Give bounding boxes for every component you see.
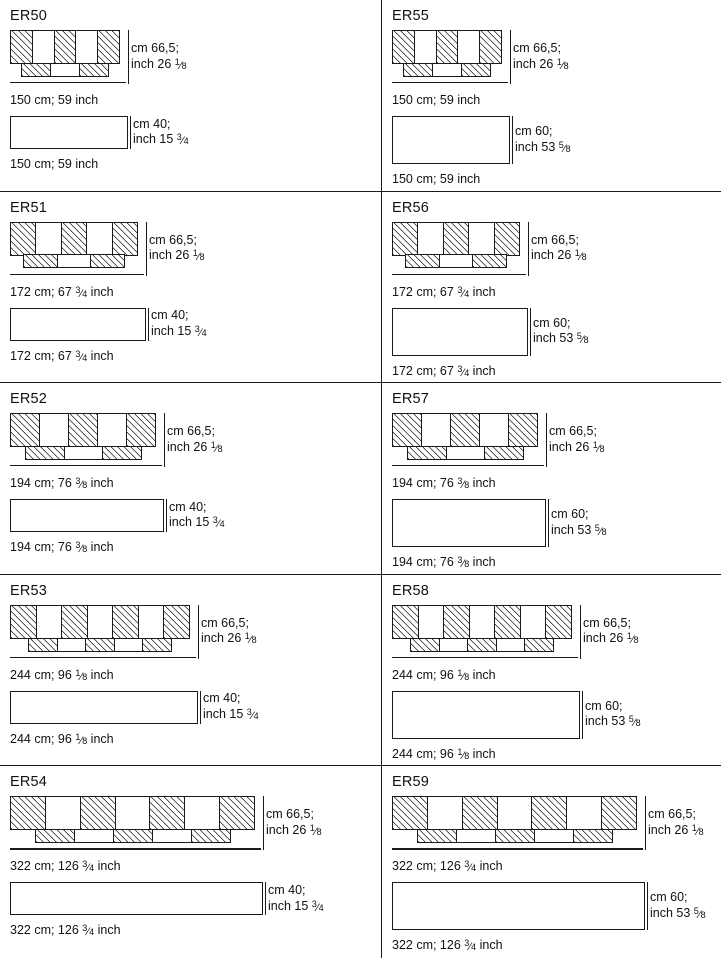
sofa-width-caption: 172 cm; 67 $^3$⁄4 inch bbox=[392, 284, 496, 300]
sofa-height-er52-dimension-line bbox=[164, 413, 165, 467]
sofa-figure-block bbox=[392, 30, 711, 107]
sofa-seat bbox=[403, 63, 491, 77]
sofa-er51-drawing bbox=[10, 222, 138, 276]
sofa-seat bbox=[35, 829, 231, 843]
seat-panel bbox=[51, 64, 80, 76]
ground-line bbox=[392, 848, 643, 849]
seat-panel bbox=[496, 830, 535, 842]
sofa-width-caption: 322 cm; 126 $^3$⁄4 inch bbox=[392, 859, 503, 875]
sofa-figure-block bbox=[392, 605, 711, 683]
base-depth-er54-dimension-line bbox=[265, 882, 266, 915]
backrest-panel bbox=[55, 31, 77, 63]
backrest-panel bbox=[393, 223, 418, 255]
seat-panel bbox=[462, 64, 490, 76]
product-cell-er50 bbox=[0, 0, 382, 192]
seat-panel bbox=[404, 64, 433, 76]
base-er59-drawing bbox=[392, 882, 645, 930]
backrest-panel bbox=[139, 606, 165, 638]
backrest-panel bbox=[437, 31, 459, 63]
seat-panel bbox=[457, 830, 496, 842]
sofa-er54-drawing bbox=[10, 796, 255, 850]
backrest-panel bbox=[69, 414, 98, 446]
product-code: ER52 bbox=[10, 391, 48, 408]
sofa-height-er59-dimension-line bbox=[645, 796, 646, 850]
seat-panel bbox=[75, 830, 114, 842]
base-depth-er59-dimension-text: cm 60; inch 53 $^5$⁄8 bbox=[650, 890, 706, 922]
backrest-panel bbox=[418, 223, 443, 255]
sofa-height-er57-dimension-line bbox=[546, 413, 547, 467]
backrest-panel bbox=[164, 606, 189, 638]
sofa-height-er54-dimension-text: cm 66,5; inch 26 $^1$⁄8 bbox=[266, 807, 322, 839]
product-cell-er57 bbox=[382, 383, 721, 575]
base-figure-block bbox=[392, 116, 711, 188]
sofa-backrest bbox=[392, 222, 520, 256]
backrest-panel bbox=[11, 414, 40, 446]
seat-panel bbox=[114, 830, 153, 842]
backrest-panel bbox=[62, 606, 88, 638]
base-depth-er55-dimension-text: cm 60; inch 53 $^5$⁄8 bbox=[515, 124, 571, 155]
sofa-backrest bbox=[10, 222, 138, 256]
sofa-height-er58-dimension-line bbox=[580, 605, 581, 659]
sofa-er53-drawing bbox=[10, 605, 190, 659]
base-er58-drawing bbox=[392, 691, 580, 739]
base-er51-drawing bbox=[10, 308, 146, 341]
base-width-caption: 322 cm; 126 $^3$⁄4 inch bbox=[10, 923, 121, 939]
seat-panel bbox=[86, 639, 115, 651]
seat-panel bbox=[65, 447, 104, 459]
base-depth-er50-dimension-text: cm 40; inch 15 $^3$⁄4 bbox=[133, 116, 189, 148]
backrest-panel bbox=[98, 414, 127, 446]
seat-panel bbox=[153, 830, 192, 842]
base-depth-er57-dimension-text: cm 60; inch 53 $^5$⁄8 bbox=[551, 507, 607, 538]
base-width-caption: 172 cm; 67 $^3$⁄4 inch bbox=[10, 348, 114, 364]
base-figure-block bbox=[392, 499, 711, 571]
seat-panel bbox=[29, 639, 58, 651]
sofa-figure-block bbox=[392, 796, 711, 875]
seat-panel bbox=[103, 447, 141, 459]
base-depth-er57-dimension-line bbox=[548, 499, 549, 547]
sofa-seat bbox=[410, 638, 554, 652]
backrest-panel bbox=[81, 797, 116, 829]
sofa-seat bbox=[23, 254, 125, 268]
backrest-panel bbox=[451, 414, 480, 446]
sofa-backrest bbox=[10, 796, 255, 830]
product-cell-er54 bbox=[0, 766, 382, 958]
seat-panel bbox=[433, 64, 462, 76]
base-depth-er56-dimension-text: cm 60; inch 53 $^5$⁄8 bbox=[533, 315, 589, 347]
product-code: ER53 bbox=[10, 582, 48, 599]
base-er50-drawing bbox=[10, 116, 128, 149]
backrest-panel bbox=[62, 223, 87, 255]
sofa-backrest bbox=[392, 30, 502, 64]
sofa-height-er58-dimension-text: cm 66,5; inch 26 $^1$⁄8 bbox=[583, 615, 639, 647]
ground-line bbox=[10, 848, 261, 849]
sofa-height-er57-dimension-text: cm 66,5; inch 26 $^1$⁄8 bbox=[549, 424, 605, 455]
sofa-backrest bbox=[392, 605, 572, 639]
backrest-panel bbox=[480, 31, 501, 63]
base-depth-er50-dimension-line bbox=[130, 116, 131, 149]
backrest-panel bbox=[37, 606, 63, 638]
ground-line bbox=[10, 465, 162, 466]
sofa-seat bbox=[28, 638, 172, 652]
backrest-panel bbox=[220, 797, 254, 829]
sofa-height-er50-dimension-line bbox=[128, 30, 129, 84]
seat-panel bbox=[115, 639, 144, 651]
base-er55-drawing bbox=[392, 116, 510, 164]
base-depth-er58-dimension-text: cm 60; inch 53 $^5$⁄8 bbox=[585, 698, 641, 730]
sofa-er56-drawing bbox=[392, 222, 520, 276]
backrest-panel bbox=[415, 31, 437, 63]
sofa-er52-drawing bbox=[10, 413, 156, 467]
base-width-caption: 194 cm; 76 $^3$⁄8 inch bbox=[10, 540, 114, 556]
sofa-figure-block bbox=[10, 413, 371, 492]
base-er53-drawing bbox=[10, 691, 198, 724]
backrest-panel bbox=[495, 223, 519, 255]
backrest-panel bbox=[33, 31, 55, 63]
ground-line bbox=[392, 657, 578, 658]
sofa-seat bbox=[25, 446, 142, 460]
product-code: ER56 bbox=[392, 199, 430, 216]
backrest-panel bbox=[11, 606, 37, 638]
seat-panel bbox=[485, 447, 523, 459]
base-depth-er51-dimension-line bbox=[148, 308, 149, 341]
sofa-height-er52-dimension-text: cm 66,5; inch 26 $^1$⁄8 bbox=[167, 424, 223, 455]
base-depth-er55-dimension-line bbox=[512, 116, 513, 164]
backrest-panel bbox=[444, 223, 469, 255]
seat-panel bbox=[143, 639, 171, 651]
product-cell-er59 bbox=[382, 766, 721, 958]
sofa-er59-drawing bbox=[392, 796, 637, 850]
backrest-panel bbox=[393, 414, 422, 446]
seat-panel bbox=[58, 255, 92, 267]
sofa-width-caption: 322 cm; 126 $^3$⁄4 inch bbox=[10, 859, 121, 875]
product-code: ER58 bbox=[392, 582, 430, 599]
backrest-panel bbox=[458, 31, 480, 63]
base-figure-block bbox=[10, 882, 371, 939]
sofa-figure-block bbox=[10, 30, 371, 107]
sofa-width-caption: 150 cm; 59 inch bbox=[392, 93, 481, 107]
sofa-er55-drawing bbox=[392, 30, 502, 84]
sofa-height-er54-dimension-line bbox=[263, 796, 264, 850]
backrest-panel bbox=[393, 797, 428, 829]
seat-panel bbox=[91, 255, 124, 267]
product-code: ER54 bbox=[10, 774, 48, 791]
base-figure-block bbox=[392, 691, 711, 763]
product-cell-er55 bbox=[382, 0, 721, 192]
backrest-panel bbox=[36, 223, 61, 255]
base-er54-drawing bbox=[10, 882, 263, 915]
backrest-panel bbox=[393, 606, 419, 638]
sofa-height-er56-dimension-line bbox=[528, 222, 529, 276]
base-er52-drawing bbox=[10, 499, 164, 532]
backrest-panel bbox=[419, 606, 445, 638]
seat-panel bbox=[36, 830, 75, 842]
backrest-panel bbox=[76, 31, 98, 63]
base-width-caption: 244 cm; 96 $^1$⁄8 inch bbox=[10, 731, 114, 747]
sofa-figure-block bbox=[10, 796, 371, 875]
ground-line bbox=[10, 657, 196, 658]
base-figure-block bbox=[392, 882, 711, 954]
sofa-width-caption: 150 cm; 59 inch bbox=[10, 93, 99, 107]
sofa-backrest bbox=[10, 605, 190, 639]
product-code: ER51 bbox=[10, 199, 48, 216]
seat-panel bbox=[58, 639, 87, 651]
base-width-caption: 150 cm; 59 inch bbox=[392, 172, 481, 186]
backrest-panel bbox=[127, 414, 155, 446]
sofa-width-caption: 244 cm; 96 $^1$⁄8 inch bbox=[392, 667, 496, 683]
ground-line bbox=[10, 274, 144, 275]
base-figure-block bbox=[10, 499, 371, 556]
base-figure-block bbox=[392, 308, 711, 380]
sofa-backrest bbox=[10, 413, 156, 447]
backrest-panel bbox=[532, 797, 567, 829]
backrest-panel bbox=[98, 31, 119, 63]
sofa-height-er53-dimension-line bbox=[198, 605, 199, 659]
product-cell-er52 bbox=[0, 383, 382, 575]
backrest-panel bbox=[422, 414, 451, 446]
base-figure-block bbox=[10, 691, 371, 748]
base-width-caption: 172 cm; 67 $^3$⁄4 inch bbox=[392, 363, 496, 379]
sofa-width-caption: 194 cm; 76 $^3$⁄8 inch bbox=[392, 476, 496, 492]
product-code: ER57 bbox=[392, 391, 430, 408]
backrest-panel bbox=[480, 414, 509, 446]
ground-line bbox=[392, 274, 526, 275]
sofa-height-er55-dimension-line bbox=[510, 30, 511, 84]
backrest-panel bbox=[46, 797, 81, 829]
backrest-panel bbox=[509, 414, 537, 446]
product-cell-er58 bbox=[382, 575, 721, 767]
seat-panel bbox=[406, 255, 440, 267]
base-er56-drawing bbox=[392, 308, 528, 356]
backrest-panel bbox=[602, 797, 636, 829]
seat-panel bbox=[80, 64, 108, 76]
sofa-figure-block bbox=[10, 222, 371, 300]
seat-panel bbox=[535, 830, 574, 842]
product-code: ER55 bbox=[392, 8, 430, 24]
seat-panel bbox=[473, 255, 506, 267]
base-depth-er54-dimension-text: cm 40; inch 15 $^3$⁄4 bbox=[268, 882, 324, 914]
backrest-panel bbox=[116, 797, 151, 829]
base-depth-er52-dimension-text: cm 40; inch 15 $^3$⁄4 bbox=[169, 499, 225, 531]
seat-panel bbox=[440, 639, 469, 651]
seat-panel bbox=[411, 639, 440, 651]
base-depth-er53-dimension-line bbox=[200, 691, 201, 724]
sofa-width-caption: 172 cm; 67 $^3$⁄4 inch bbox=[10, 284, 114, 300]
ground-line bbox=[10, 82, 126, 83]
backrest-panel bbox=[185, 797, 220, 829]
sofa-height-er51-dimension-line bbox=[146, 222, 147, 276]
backrest-panel bbox=[546, 606, 571, 638]
sofa-figure-block bbox=[10, 605, 371, 683]
sofa-backrest bbox=[392, 413, 538, 447]
backrest-panel bbox=[470, 606, 496, 638]
base-figure-block bbox=[10, 308, 371, 365]
backrest-panel bbox=[463, 797, 498, 829]
base-width-caption: 244 cm; 96 $^1$⁄8 inch bbox=[392, 746, 496, 762]
backrest-panel bbox=[428, 797, 463, 829]
backrest-panel bbox=[11, 797, 46, 829]
ground-line bbox=[392, 82, 508, 83]
seat-panel bbox=[447, 447, 486, 459]
seat-panel bbox=[574, 830, 612, 842]
backrest-panel bbox=[87, 223, 112, 255]
seat-panel bbox=[418, 830, 457, 842]
backrest-panel bbox=[444, 606, 470, 638]
backrest-panel bbox=[11, 223, 36, 255]
backrest-panel bbox=[113, 223, 137, 255]
backrest-panel bbox=[88, 606, 114, 638]
base-depth-er59-dimension-line bbox=[647, 882, 648, 930]
sofa-er58-drawing bbox=[392, 605, 572, 659]
sofa-figure-block bbox=[392, 413, 711, 492]
backrest-panel bbox=[567, 797, 602, 829]
sofa-height-er56-dimension-text: cm 66,5; inch 26 $^1$⁄8 bbox=[531, 232, 587, 264]
seat-panel bbox=[192, 830, 230, 842]
product-cell-er56 bbox=[382, 192, 721, 384]
backrest-panel bbox=[150, 797, 185, 829]
backrest-panel bbox=[495, 606, 521, 638]
backrest-panel bbox=[113, 606, 139, 638]
sofa-seat bbox=[21, 63, 109, 77]
seat-panel bbox=[24, 255, 58, 267]
sofa-backrest bbox=[10, 30, 120, 64]
backrest-panel bbox=[40, 414, 69, 446]
sofa-height-er50-dimension-text: cm 66,5; inch 26 $^1$⁄8 bbox=[131, 41, 187, 72]
backrest-panel bbox=[469, 223, 494, 255]
backrest-panel bbox=[521, 606, 547, 638]
product-cell-er51 bbox=[0, 192, 382, 384]
base-depth-er56-dimension-line bbox=[530, 308, 531, 356]
sofa-seat bbox=[405, 254, 507, 268]
sofa-height-er55-dimension-text: cm 66,5; inch 26 $^1$⁄8 bbox=[513, 41, 569, 72]
base-depth-er58-dimension-line bbox=[582, 691, 583, 739]
product-code: ER59 bbox=[392, 774, 430, 791]
sofa-er50-drawing bbox=[10, 30, 120, 84]
base-depth-er53-dimension-text: cm 40; inch 15 $^3$⁄4 bbox=[203, 691, 259, 722]
product-code: ER50 bbox=[10, 8, 48, 24]
ground-line bbox=[392, 465, 544, 466]
backrest-panel bbox=[393, 31, 415, 63]
sofa-figure-block bbox=[392, 222, 711, 300]
base-figure-block bbox=[10, 116, 371, 173]
seat-panel bbox=[408, 447, 447, 459]
seat-panel bbox=[26, 447, 65, 459]
product-cell-er53 bbox=[0, 575, 382, 767]
base-width-caption: 194 cm; 76 $^3$⁄8 inch bbox=[392, 555, 496, 571]
seat-panel bbox=[525, 639, 553, 651]
seat-panel bbox=[468, 639, 497, 651]
seat-panel bbox=[497, 639, 526, 651]
base-width-caption: 322 cm; 126 $^3$⁄4 inch bbox=[392, 938, 503, 954]
sofa-seat bbox=[407, 446, 524, 460]
seat-panel bbox=[440, 255, 474, 267]
sofa-er57-drawing bbox=[392, 413, 538, 467]
sofa-width-caption: 194 cm; 76 $^3$⁄8 inch bbox=[10, 476, 114, 492]
backrest-panel bbox=[498, 797, 533, 829]
backrest-panel bbox=[11, 31, 33, 63]
base-er57-drawing bbox=[392, 499, 546, 547]
base-depth-er52-dimension-line bbox=[166, 499, 167, 532]
sofa-width-caption: 244 cm; 96 $^1$⁄8 inch bbox=[10, 667, 114, 683]
base-depth-er51-dimension-text: cm 40; inch 15 $^3$⁄4 bbox=[151, 308, 207, 339]
base-width-caption: 150 cm; 59 inch bbox=[10, 157, 99, 171]
sofa-seat bbox=[417, 829, 613, 843]
sofa-backrest bbox=[392, 796, 637, 830]
sofa-height-er51-dimension-text: cm 66,5; inch 26 $^1$⁄8 bbox=[149, 232, 205, 264]
sofa-height-er53-dimension-text: cm 66,5; inch 26 $^1$⁄8 bbox=[201, 615, 257, 647]
sofa-height-er59-dimension-text: cm 66,5; inch 26 $^1$⁄8 bbox=[648, 807, 704, 839]
seat-panel bbox=[22, 64, 51, 76]
